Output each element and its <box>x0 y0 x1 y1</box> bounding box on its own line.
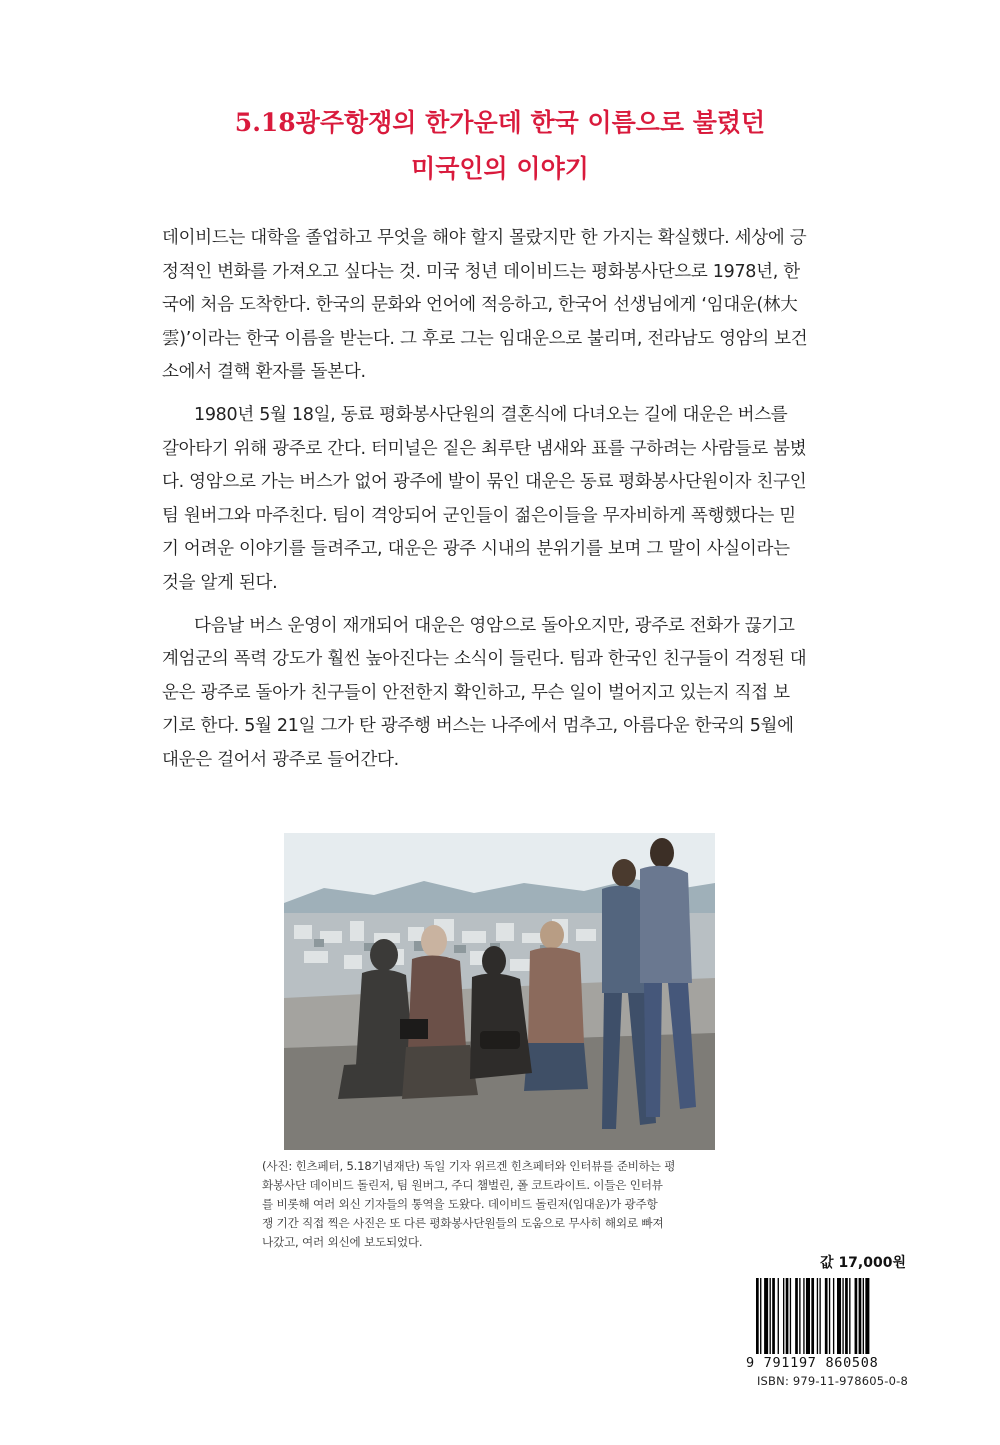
photo-caption <box>262 1157 722 1252</box>
text-line: 국에 처음 도착한다. 한국의 문화와 언어에 적응하고, 한국어 선생님에게 ‘임대운(林大 <box>162 295 798 316</box>
barcode-bar <box>811 1278 814 1354</box>
barcode-bar <box>833 1278 834 1354</box>
barcode-bars <box>746 1278 906 1356</box>
text-line: 팀 원버그와 마주친다. 팀이 격앙되어 군인들이 젊은이들을 무자비하게 폭행했다는 믿 <box>162 505 796 526</box>
barcode-bar <box>865 1278 869 1354</box>
barcode-bar <box>756 1278 759 1354</box>
caption-line: 나갔고, 여러 외신에 보도되었다. <box>262 1235 423 1249</box>
text-line: 소에서 결핵 환자를 돌본다. <box>162 362 366 383</box>
barcode-bar <box>819 1278 820 1354</box>
text-line: 대운은 걸어서 광주로 들어간다. <box>162 749 399 770</box>
barcode-bar <box>817 1278 818 1354</box>
barcode-bar <box>806 1278 810 1354</box>
text-line: 기 어려운 이야기를 들려주고, 대운은 광주 시내의 분위기를 보며 그 말이 사실이라는 <box>162 539 790 560</box>
barcode-bar <box>829 1278 830 1354</box>
paragraph-1 <box>162 222 852 390</box>
barcode-bar <box>803 1278 804 1354</box>
text-line: 데이비드는 대학을 졸업하고 무엇을 해야 할지 몰랐지만 한 가지는 확실했다. 세상에 긍 <box>162 228 807 248</box>
text-line: 기로 한다. 5월 21일 그가 탄 광주행 버스는 나주에서 멈추고, 아름다운 한국의 5월에 <box>162 716 794 737</box>
barcode-bar <box>760 1278 761 1354</box>
barcode-bar <box>783 1278 784 1354</box>
text-line: 다. 영암으로 가는 버스가 없어 광주에 발이 묶인 대운은 동료 평화봉사단원이자 친구인 <box>162 472 807 493</box>
barcode-bar <box>859 1278 862 1354</box>
barcode-bar <box>770 1278 771 1354</box>
caption-line: (사진: 힌츠페터, 5.18기념재단) 독일 기자 위르겐 힌츠페터와 인터뷰를 준비하는 평 <box>262 1159 676 1173</box>
headline-line-2: 미국인의 이야기 <box>411 154 589 183</box>
price-label: 값 17,000원 <box>820 1255 906 1271</box>
barcode-bar <box>855 1278 858 1354</box>
caption-line: 쟁 기간 직접 찍은 사진은 또 다른 평화봉사단원들의 도움으로 무사히 해외로 빠져 <box>262 1216 664 1230</box>
paragraph-2 <box>162 399 852 601</box>
caption-line: 를 비롯해 여러 외신 기자들의 통역을 도왔다. 데이비드 돌린저(임대운)가 광주항 <box>262 1197 658 1211</box>
barcode-bar <box>795 1278 798 1354</box>
text-line: 다음날 버스 운영이 재개되어 대운은 영암으로 돌아오지만, 광주로 전화가 끊기고 <box>194 615 795 636</box>
historical-photo <box>284 833 715 1150</box>
text-line: 것을 알게 된다. <box>162 572 278 593</box>
barcode-bar <box>845 1278 848 1354</box>
barcode-bar <box>863 1278 864 1354</box>
paragraph-3 <box>162 610 852 778</box>
barcode-bar <box>825 1278 828 1354</box>
barcode-digits: 9 791197 860508 <box>746 1355 879 1371</box>
photo-illustration <box>284 833 715 1150</box>
isbn-label: ISBN: 979-11-978605-0-8 <box>756 1374 908 1388</box>
barcode-bar <box>799 1278 800 1354</box>
text-line: 계엄군의 폭력 강도가 훨씬 높아진다는 소식이 들린다. 팀과 한국인 친구들이 걱정된 대 <box>162 649 807 670</box>
headline-line-1: 5.18광주항쟁의 한가운데 한국 이름으로 불렸던 <box>234 108 766 137</box>
barcode-bar <box>790 1278 791 1354</box>
text-line: 운은 광주로 돌아가 친구들이 안전한지 확인하고, 무슨 일이 벌어지고 있는지 직접 보 <box>162 682 790 703</box>
barcode-bar <box>772 1278 775 1354</box>
text-line: 雲)’이라는 한국 이름을 받는다. 그 후로 그는 임대운으로 불리며, 전라남도 영암의 보건 <box>162 328 808 349</box>
text-line: 1980년 5월 18일, 동료 평화봉사단원의 결혼식에 다녀오는 길에 대운은 버스를 <box>194 404 788 425</box>
barcode-bar <box>849 1278 850 1354</box>
synopsis-text <box>162 222 852 778</box>
text-line: 정적인 변화를 가져오고 싶다는 것. 미국 청년 데이비드는 평화봉사단으로 1978년, 한 <box>162 261 800 282</box>
barcode-bar <box>842 1278 843 1354</box>
caption-line: 화봉사단 데이비드 돌린저, 팀 원버그, 주디 챔벌린, 폴 코트라이트. 이들은 인터뷰 <box>262 1178 663 1192</box>
barcode-bar <box>837 1278 841 1354</box>
barcode-bar <box>778 1278 779 1354</box>
text-line: 갈아타기 위해 광주로 간다. 터미널은 짙은 최루탄 냄새와 표를 구하려는 사람들로 붐볐 <box>162 438 807 459</box>
barcode-bar <box>764 1278 768 1354</box>
barcode-bar <box>786 1278 789 1354</box>
headline <box>0 100 1000 192</box>
